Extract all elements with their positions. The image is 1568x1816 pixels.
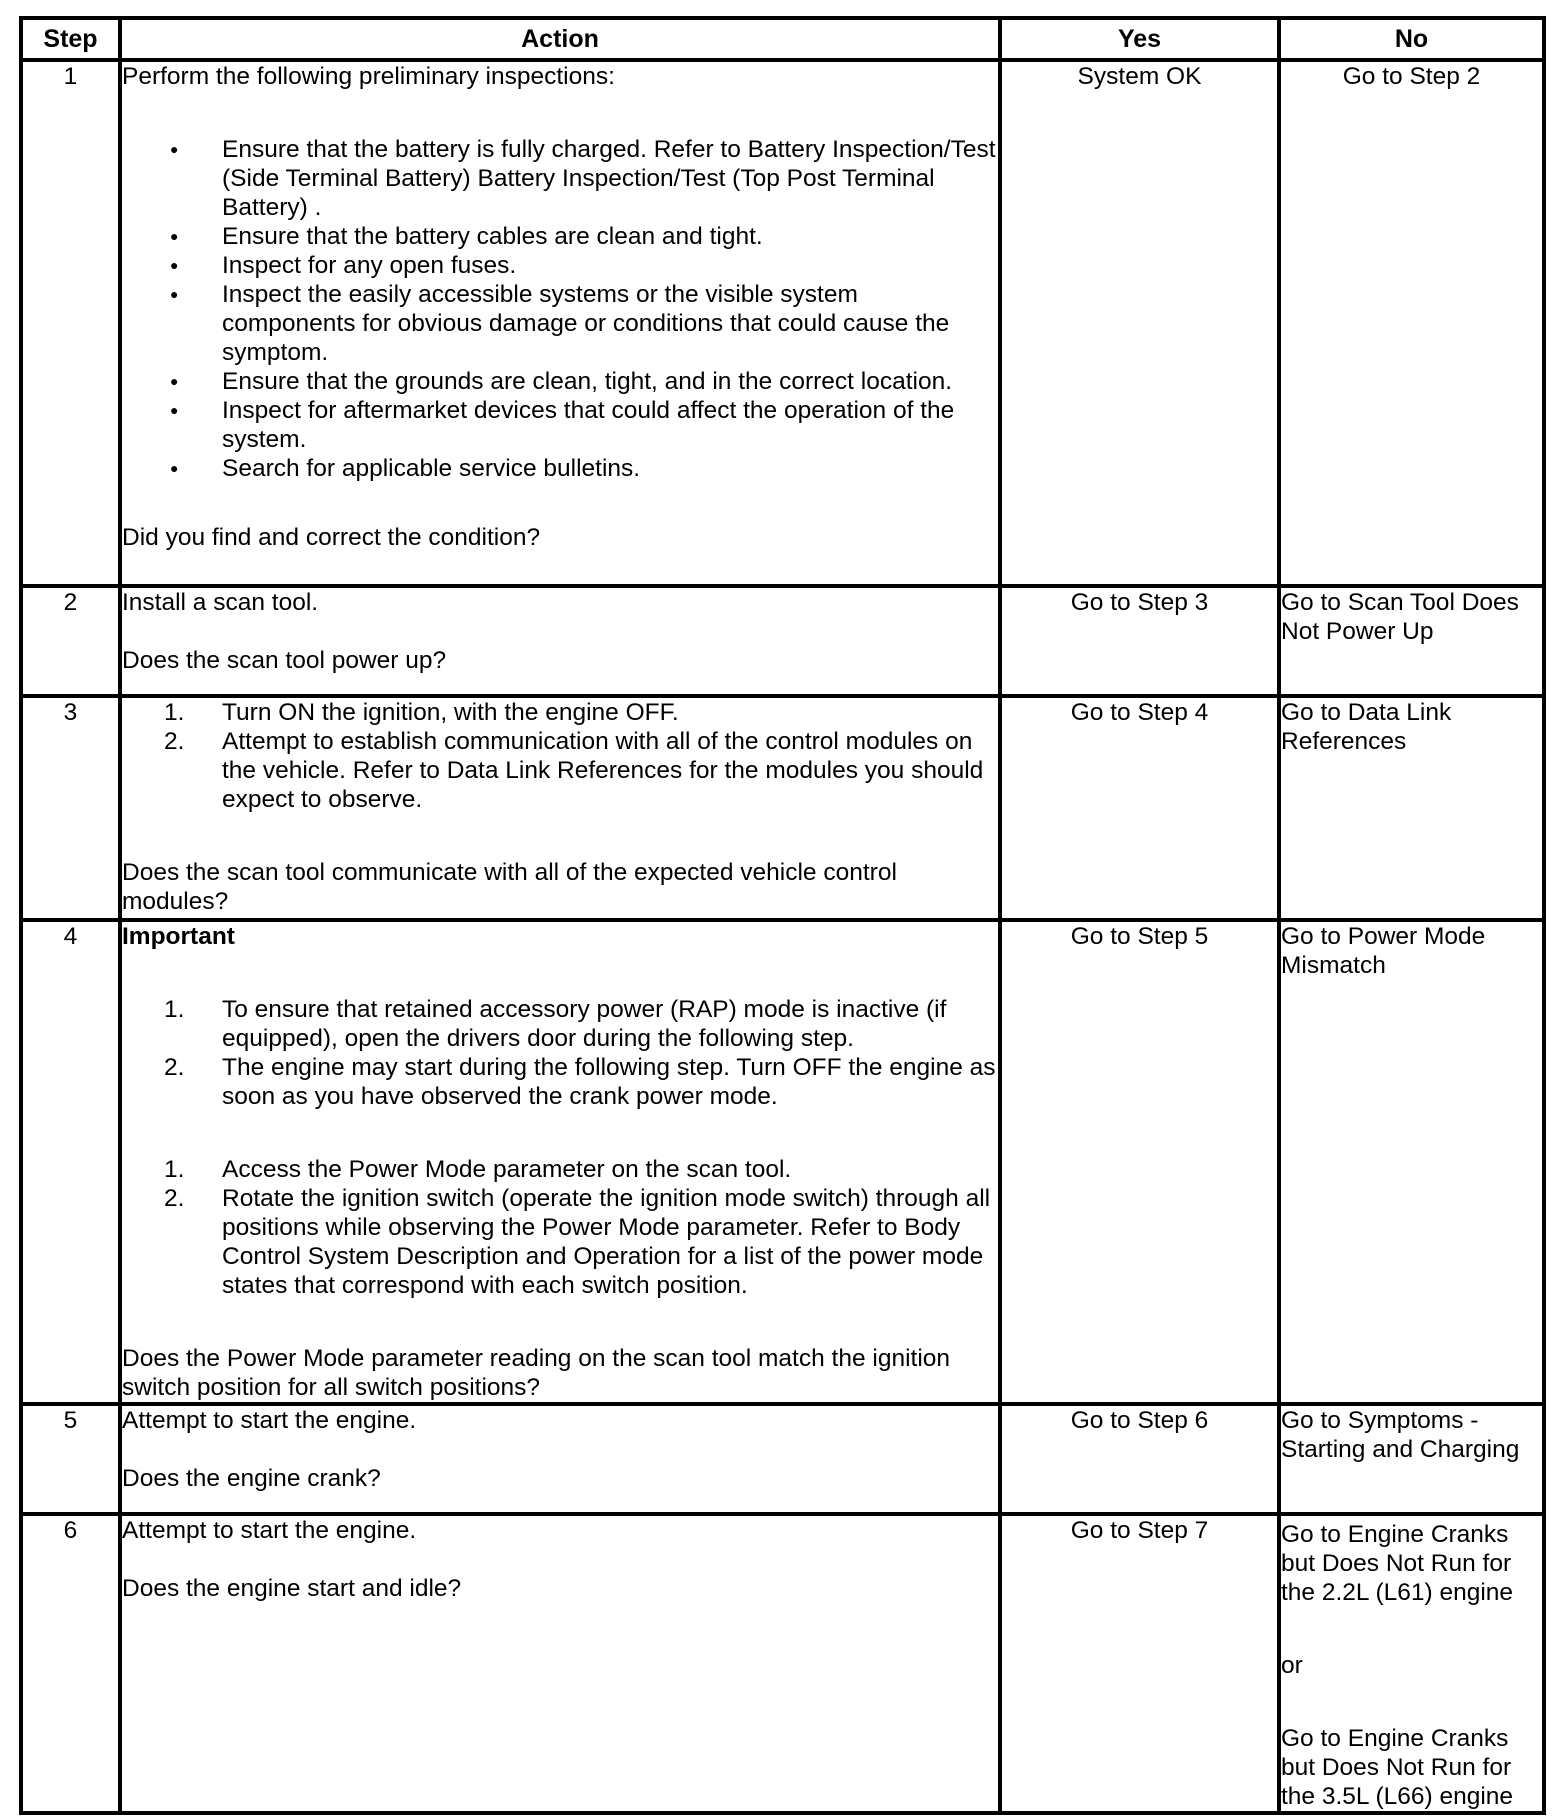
table-row (21, 586, 1544, 696)
table-row (21, 1404, 1544, 1514)
yes-result: Go to Step 6 (1000, 1404, 1279, 1514)
item-number: 1. (164, 996, 185, 1023)
action-question: Does the engine start and idle? (122, 1575, 462, 1602)
procedure-list (122, 698, 998, 814)
list-item: ● Inspect the easily accessible systems or the visible system components for obvious damage or conditions that could cause the symptom. (122, 280, 998, 367)
item-text: Attempt to establish communication with all of the control modules on the vehicle. Refer to Data Link References for the modules you should expect to observe. (222, 728, 984, 813)
header-yes: Yes (1000, 18, 1279, 60)
item-text: Access the Power Mode parameter on the scan tool. (222, 1156, 792, 1183)
list-item: ● Inspect for aftermarket devices that could affect the operation of the system. (122, 396, 998, 454)
action-cell (120, 1514, 1000, 1813)
header-step: Step (21, 18, 120, 60)
action-question: Does the Power Mode parameter reading on the scan tool match the ignition switch position for all switch positions? (122, 1345, 951, 1401)
step-number: 4 (21, 920, 120, 1404)
item-text: The engine may start during the following step. Turn OFF the engine as soon as you have observed the crank power mode. (222, 1054, 996, 1110)
table-row (21, 920, 1544, 1404)
no-result: Go to Power Mode Mismatch (1279, 920, 1544, 1404)
important-heading: Important (122, 923, 235, 950)
no-result-cell (1279, 1514, 1544, 1813)
procedure-list (122, 1155, 998, 1300)
yes-result: System OK (1000, 60, 1279, 586)
action-intro: Attempt to start the engine. (122, 1517, 417, 1544)
step-number: 5 (21, 1404, 120, 1514)
inspection-list (122, 135, 998, 483)
list-item: ● Ensure that the battery cables are clean and tight. (122, 222, 998, 251)
action-cell (120, 920, 1000, 1404)
item-number: 1. (164, 1156, 185, 1183)
item-number: 2. (164, 1054, 185, 1081)
action-question: Does the engine crank? (122, 1465, 381, 1492)
step-number: 1 (21, 60, 120, 586)
table-row (21, 696, 1544, 920)
step-number: 6 (21, 1514, 120, 1813)
item-number: 1. (164, 699, 185, 726)
header-row (21, 18, 1544, 60)
table-row (21, 1514, 1544, 1813)
no-result: Go to Symptoms - Starting and Charging (1279, 1404, 1544, 1514)
list-item (122, 698, 998, 727)
item-number: 2. (164, 1185, 185, 1212)
yes-result: Go to Step 4 (1000, 696, 1279, 920)
important-list (122, 995, 998, 1111)
item-number: 2. (164, 728, 185, 755)
list-item: ● Ensure that the grounds are clean, tight, and in the correct location. (122, 367, 998, 396)
action-question: Does the scan tool power up? (122, 647, 447, 674)
action-intro: Perform the following preliminary inspections: (122, 63, 615, 90)
diagnostic-table (19, 16, 1546, 1815)
list-item: ● Ensure that the battery is fully charged. Refer to Battery Inspection/Test (Side Terminal Battery) Battery Inspection/Test (Top Post Terminal Battery) . (122, 135, 998, 222)
yes-result: Go to Step 7 (1000, 1514, 1279, 1813)
action-cell (120, 60, 1000, 586)
no-result: Go to Engine Cranks but Does Not Run for the 2.2L (L61) engine (1281, 1521, 1514, 1606)
list-item: ● Search for applicable service bulletins. (122, 454, 998, 483)
action-question: Does the scan tool communicate with all of the expected vehicle control modules? (122, 859, 897, 915)
step-number: 3 (21, 696, 120, 920)
action-cell (120, 586, 1000, 696)
no-result: Go to Step 2 (1279, 60, 1544, 586)
list-item (122, 727, 998, 814)
header-action: Action (120, 18, 1000, 60)
no-result: Go to Data Link References (1279, 696, 1544, 920)
no-result: Go to Engine Cranks but Does Not Run for the 3.5L (L66) engine (1281, 1725, 1514, 1810)
action-question: Did you find and correct the condition? (122, 524, 541, 551)
table-row (21, 60, 1544, 586)
list-item (122, 1184, 998, 1300)
action-cell (120, 696, 1000, 920)
action-intro: Install a scan tool. (122, 589, 319, 616)
no-result-or: or (1281, 1652, 1303, 1679)
list-item (122, 1155, 998, 1184)
list-item (122, 995, 998, 1053)
list-item (122, 1053, 998, 1111)
header-no: No (1279, 18, 1544, 60)
yes-result: Go to Step 3 (1000, 586, 1279, 696)
item-text: Rotate the ignition switch (operate the ignition mode switch) through all positions while observing the Power Mode parameter. Refer to Body Control System Description and Operation for a list of the power mode states that correspond with each switch position. (222, 1185, 991, 1299)
yes-result: Go to Step 5 (1000, 920, 1279, 1404)
action-intro: Attempt to start the engine. (122, 1407, 417, 1434)
list-item: ● Inspect for any open fuses. (122, 251, 998, 280)
item-text: To ensure that retained accessory power (RAP) mode is inactive (if equipped), open the drivers door during the following step. (222, 996, 947, 1052)
action-cell (120, 1404, 1000, 1514)
item-text: Turn ON the ignition, with the engine OFF. (222, 699, 679, 726)
step-number: 2 (21, 586, 120, 696)
no-result: Go to Scan Tool Does Not Power Up (1279, 586, 1544, 696)
